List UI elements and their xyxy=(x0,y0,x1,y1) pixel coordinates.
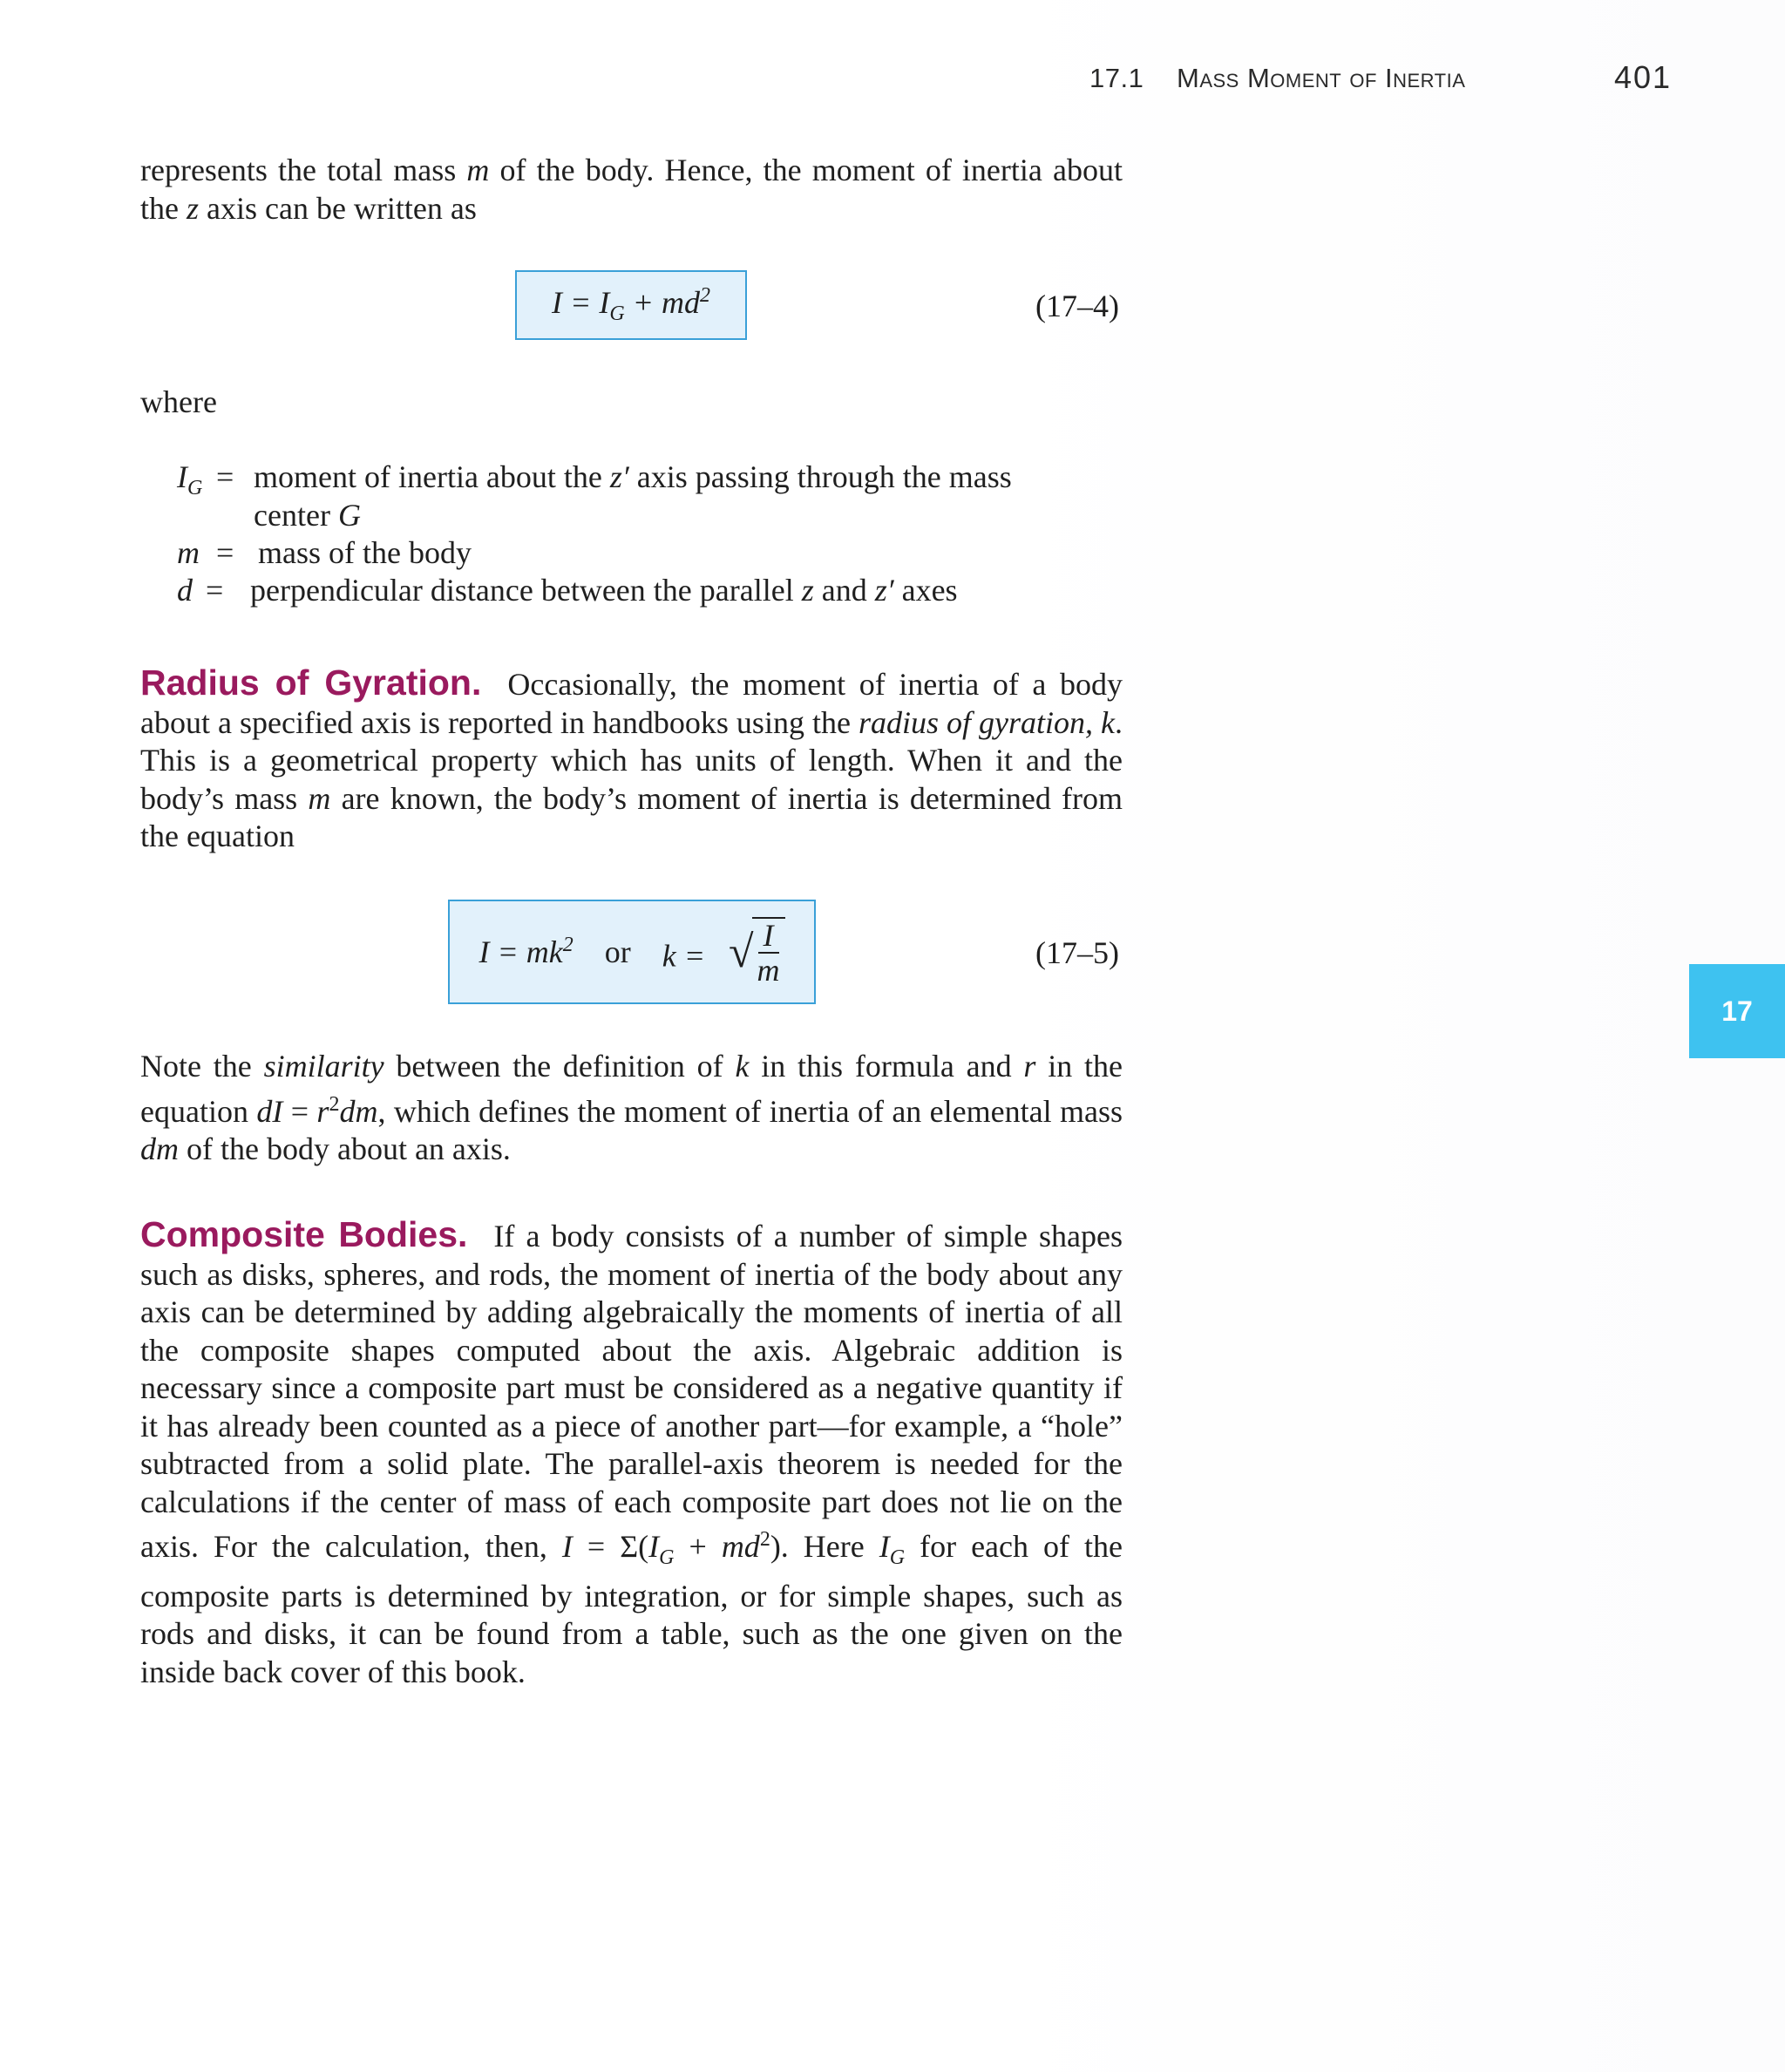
fraction-i-over-m: $\frac{I}{m}$ xyxy=(752,917,785,987)
definition-symbol-m: m xyxy=(177,535,200,570)
definition-equals: = xyxy=(216,535,234,570)
equation-17-5-box xyxy=(448,900,816,1004)
radius-of-gyration-heading: Radius of Gyration. xyxy=(140,662,482,703)
section-title: Mass Moment of Inertia xyxy=(1177,63,1466,93)
definition-symbol-ig: $I_G$ xyxy=(177,459,203,500)
definition-text-d: perpendicular distance between the parallel z and z′ axes xyxy=(250,573,958,608)
composite-bodies-paragraph: Composite Bodies. If a body consists of a number of simple shapes such as disks, spheres, and rods, the moment of inertia of the body about any axis can be determined by adding algebraically the moments of inertia of all the composite shapes computed about the axis. Algebraic addition is necessary since a composite part must be considered as a negative quantity if it has already been counted as a piece of another part—for example, a “hole” subtracted from a solid plate. The parallel-axis theorem is needed for the calculations if the center of mass of each composite part does not lie on the axis. For the calculation, then, $I = \Sigma(I_G + md^2)$. Here $I_G$ for each of the composite parts is determined by integration, or for simple shapes, such as rods and disks, it can be found from a table, such as the one given on the inside back cover of this book. xyxy=(140,1214,1123,1689)
running-head xyxy=(0,59,1785,105)
equation-17-5-label: (17–5) xyxy=(1035,935,1119,970)
equation-17-4-formula: $I = I_G + md^2$ xyxy=(552,283,710,326)
equation-17-5-left: $I = mk^2$ xyxy=(478,934,574,969)
intro-paragraph: represents the total mass m of the body. Hence, the moment of inertia about the z axis can be written as xyxy=(140,153,1123,226)
definition-symbol-d: d xyxy=(177,573,193,608)
section-number: 17.1 xyxy=(1089,63,1144,93)
chapter-tab[interactable]: 17 xyxy=(1689,964,1785,1058)
equation-17-4-label: (17–4) xyxy=(1035,289,1119,323)
radius-of-gyration-paragraph: Radius of Gyration. Occasionally, the moment of inertia of a body about a specified axis is reported in handbooks using the radius of gyration, k. This is a geometrical property which has units of length. When it and the body’s mass m are known, the body’s moment of inertia is determined from the equation xyxy=(140,662,1123,853)
note-paragraph: Note the similarity between the definition of k in this formula and r in the equation dI = $r^2dm$, which defines the moment of inertia of an elemental mass dm of the body about an axis. xyxy=(140,1049,1123,1166)
definition-equals: = xyxy=(216,459,234,494)
equation-17-4-box xyxy=(515,270,747,340)
composite-bodies-heading: Composite Bodies. xyxy=(140,1214,468,1254)
definition-text-ig: moment of inertia about the z′ axis passing through the mass center G xyxy=(254,459,1012,533)
definition-equals: = xyxy=(206,573,224,608)
square-root: √ $\frac{I}{m}$ xyxy=(729,917,785,987)
page-number: 401 xyxy=(1614,59,1673,95)
where-label: where xyxy=(140,384,217,419)
equation-17-5-connector: or xyxy=(604,934,631,969)
equation-17-5-right: k = √ $\frac{I}{m}$ xyxy=(662,917,785,987)
definition-text-m: mass of the body xyxy=(258,535,472,570)
